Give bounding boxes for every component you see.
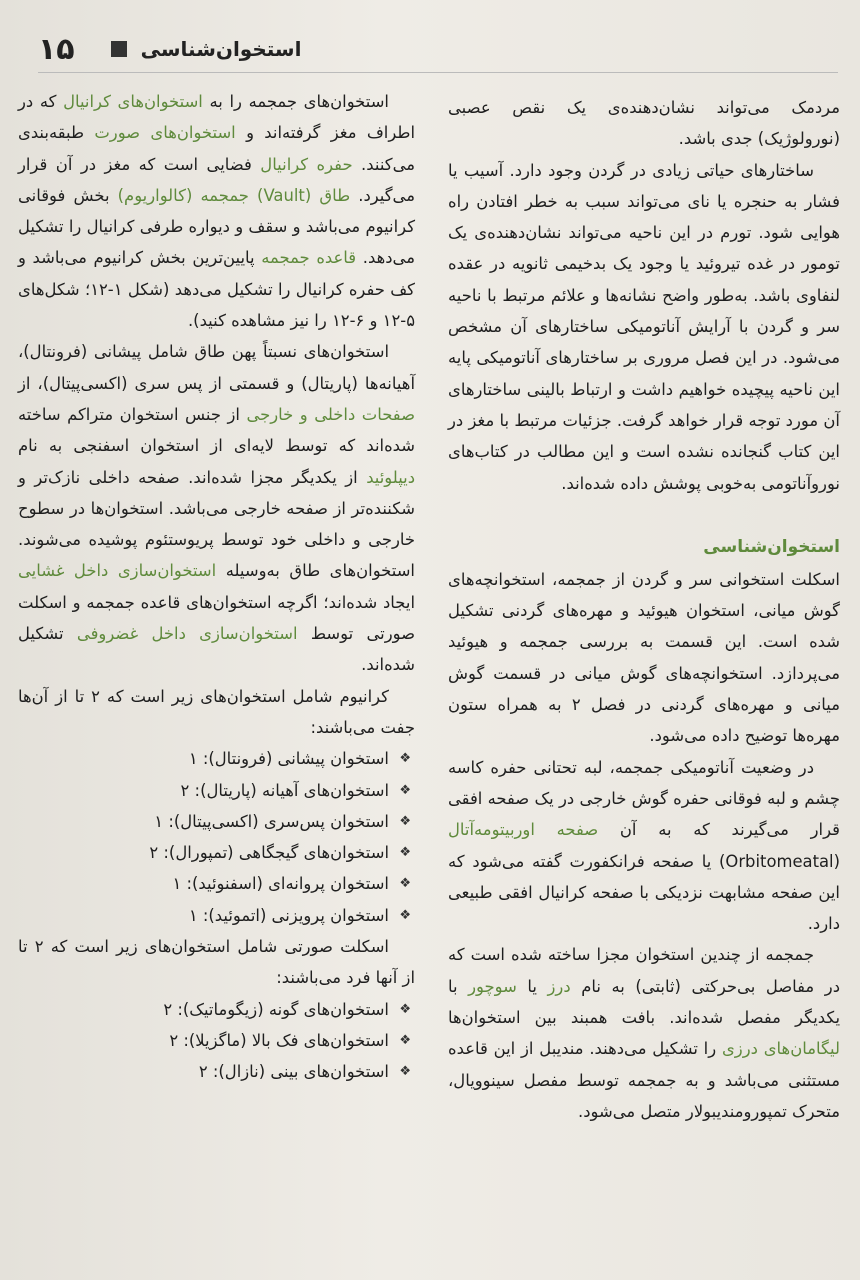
term-highlight: استخوان‌سازی داخل غشایی: [18, 561, 217, 581]
section-heading: استخوان‌شناسی: [703, 536, 840, 557]
paragraph: ساختارهای حیاتی زیادی در گردن وجود دارد. آسیب یا فشار به حنجره یا نای می‌تواند سبب به خطر افتادن راه هوایی شود. تورم در این ناحیه می‌تواند نشان‌دهنده‌ی یک تومور در غده تیروئید یا وجود یک بدخیمی ثانویه در عقده لنفاوی باشد. به‌طور واضح نشانه‌ها و علائم مرتبط با ناحیه سر و گردن با آرایش آناتومیکی ساختارهای آن مشخص می‌شود. در این فصل مروری بر ساختارهای آناتومیکی پایه این ناحیه پیچیده خواهیم داشت و ارتباط بالینی ساختارهای آن مورد توجه قرار خواهد گرفت. جزئیات مرتبط با مغز در این کتاب گنجانده نشده است و این مطالب در کتاب‌های نوروآناتومی به‌خوبی پوشش داده شده‌اند.: [448, 160, 840, 493]
term-highlight: صفحه اوربیتومه‌آتال: [448, 820, 599, 840]
left-column: [18, 86, 415, 1088]
term-highlight: سوچور: [468, 976, 517, 996]
term-highlight: طاق (Vault) جمجمه (کالواریوم): [117, 185, 351, 205]
term-highlight: صفحات داخلی و خارجی: [246, 404, 415, 424]
term-highlight: لیگامان‌های درزی: [721, 1039, 840, 1059]
term-highlight: دیپلوئید: [366, 467, 415, 487]
paragraph: استخوان‌های جمجمه را به استخوان‌های کرانیال که در اطراف مغز گرفته‌اند و استخوان‌های صورت طبقه‌بندی می‌کنند. حفره کرانیال فضایی است که مغز در آن قرار می‌گیرد. طاق (Vault) جمجمه (کالواریوم) بخش فوقانی کرانیوم می‌باشد و سقف و دیواره طرفی کرانیال را تشکیل می‌دهد. قاعده جمجمه پایین‌ترین بخش کرانیوم می‌باشد و کف حفره کرانیال را تشکیل می‌دهد (شکل ۱-۱۲؛ شکل‌های ۵-۱۲ و ۶-۱۲ را نیز مشاهده کنید).: [18, 92, 416, 331]
paragraph: اسکلت استخوانی سر و گردن از جمجمه، استخوانچه‌های گوش میانی، استخوان هیوئید و مهره‌های گردنی تشکیل شده است. این قسمت به بررسی جمجمه و هیوئید می‌پردازد. استخوانچه‌های گوش میانی در قسمت گوش میانی و مهره‌های گردنی در فصل ۲ به همراه ستون مهره‌ها توضیح داده می‌شود.: [448, 569, 840, 746]
right-column: [448, 92, 840, 1127]
term-highlight: استخوان‌های صورت: [94, 123, 236, 143]
paragraph: مردمک می‌تواند نشان‌دهنده‌ی یک نقص عصبی (نورولوژیک) جدی باشد.: [448, 98, 840, 149]
page-header: [38, 28, 838, 70]
header-divider: [38, 72, 838, 73]
term-highlight: قاعده جمجمه: [261, 248, 357, 268]
cranium-bone-list: [18, 743, 415, 931]
term-highlight: درز: [547, 976, 571, 996]
header-square-icon: [111, 41, 127, 57]
list-item: ❖ استخوان‌های فک بالا (ماگزیلا): ۲: [18, 1025, 415, 1056]
paragraph: اسکلت صورتی شامل استخوان‌های زیر است که ۲ تا از آنها فرد می‌باشند:: [18, 937, 415, 988]
list-item: ❖ استخوان‌های گونه (زیگوماتیک): ۲: [18, 994, 415, 1025]
list-item: ❖ استخوان‌های بینی (نازال): ۲: [18, 1056, 415, 1087]
running-title: استخوان‌شناسی: [140, 37, 302, 61]
list-item: ❖ استخوان پس‌سری (اکسی‌پیتال): ۱: [18, 806, 415, 837]
paragraph: کرانیوم شامل استخوان‌های زیر است که ۲ تا از آن‌ها جفت می‌باشند:: [18, 686, 415, 737]
list-item: ❖ استخوان پروانه‌ای (اسفنوئید): ۱: [18, 868, 415, 899]
paragraph: استخوان‌های نسبتاً پهن طاق شامل پیشانی (فرونتال)، آهیانه‌ها (پاریتال) و قسمتی از پس سری (اکسی‌پیتال)، از صفحات داخلی و خارجی از جنس استخوان متراکم ساخته شده‌اند که توسط لایه‌ای از استخوان اسفنجی به نام دیپلوئید از یکدیگر مجزا شده‌اند. صفحه داخلی نازک‌تر و شکننده‌تر از صفحه خارجی می‌باشد. استخوان‌ها در سطوح خارجی و داخلی خود توسط پریوستئوم پوشیده می‌شوند. استخوان‌های طاق به‌وسیله استخوان‌سازی داخل غشایی ایجاد شده‌اند؛ اگرچه استخوان‌های قاعده جمجمه و اسکلت صورتی توسط استخوان‌سازی داخل غضروفی تشکیل شده‌اند.: [18, 342, 416, 675]
term-highlight: استخوان‌های کرانیال: [63, 92, 203, 111]
paragraph: جمجمه از چندین استخوان مجزا ساخته شده است که در مفاصل بی‌حرکتی (ثابتی) به نام درز یا سوچور با یکدیگر مفصل شده‌اند. بافت همبند بین استخوان‌ها لیگامان‌های درزی را تشکیل می‌دهند. مندیبل از این قاعده مستثنی می‌باشد و به جمجمه توسط مفصل سینوویال، متحرک تمپورومندیبولار متصل می‌شود.: [448, 945, 840, 1121]
page-number: ۱۵: [38, 31, 75, 67]
term-highlight: حفره کرانیال: [260, 154, 353, 174]
term-highlight: استخوان‌سازی داخل غضروفی: [76, 624, 298, 644]
list-item: ❖ استخوان پیشانی (فرونتال): ۱: [18, 743, 415, 774]
facial-bone-list: [18, 994, 415, 1088]
list-item: ❖ استخوان پرویزنی (اتموئید): ۱: [18, 900, 415, 931]
list-item: ❖ استخوان‌های گیجگاهی (تمپورال): ۲: [18, 837, 415, 868]
paragraph: در وضعیت آناتومیکی جمجمه، لبه تحتانی حفره کاسه چشم و لبه فوقانی حفره گوش خارجی در یک صفحه افقی قرار می‌گیرند که به آن صفحه اوربیتومه‌آتال (Orbitomeatal) یا صفحه فرانکفورت گفته می‌شود که این صفحه مشابهت نزدیکی با صفحه کرانیال افقی طبیعی دارد.: [448, 757, 840, 934]
list-item: ❖ استخوان‌های آهیانه (پاریتال): ۲: [18, 775, 415, 806]
